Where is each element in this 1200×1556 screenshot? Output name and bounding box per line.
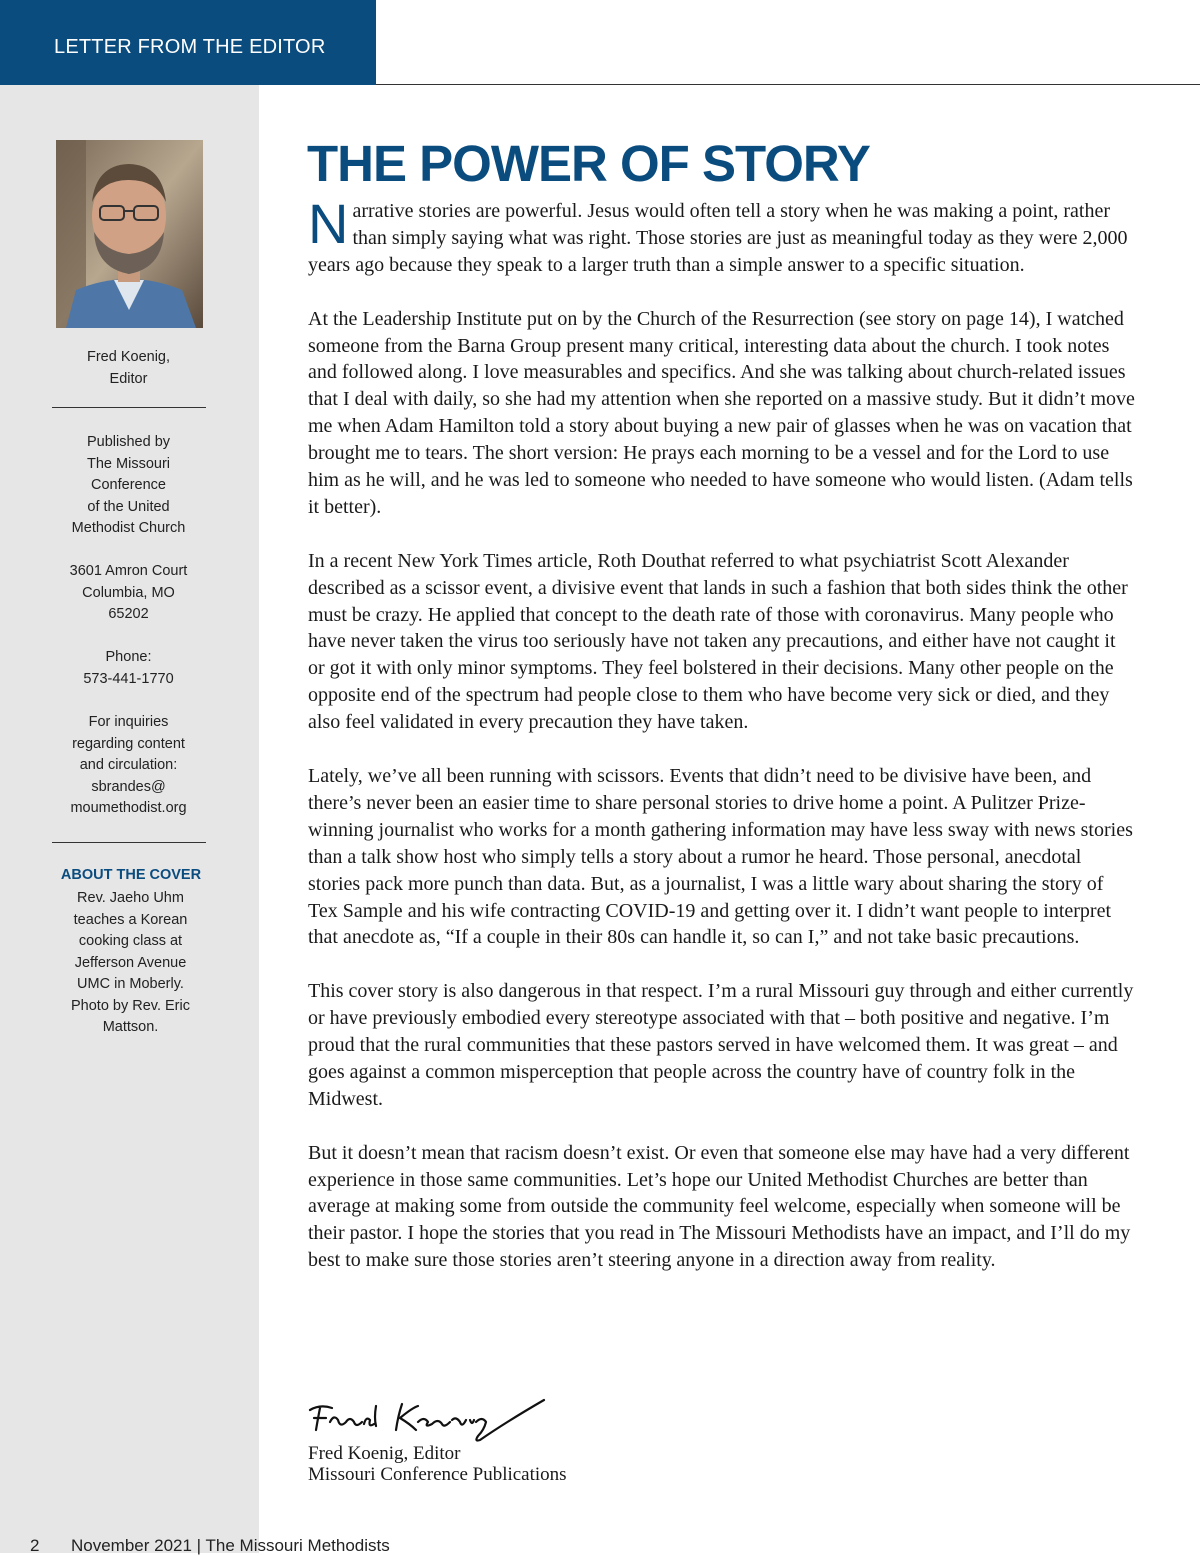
inquiries-line: regarding content: [72, 735, 185, 752]
cover-line: Jefferson Avenue: [74, 954, 187, 971]
paragraph-text: arrative stories are powerful. Jesus would often tell a story when he was making a point, rather than simply saying what was right. Those stories are just as meaningful today as they were 2,000 years ago because they speak to a larger truth than a simple answer to a specific situation.: [308, 200, 1128, 276]
phone-number: 573-441-1770: [83, 670, 174, 687]
section-header-band: [0, 0, 376, 85]
publisher-info: [50, 432, 207, 540]
signer-organization: Missouri Conference Publications: [308, 1464, 567, 1485]
editor-caption: [50, 347, 207, 390]
drop-cap: N: [308, 192, 349, 255]
article-paragraph: [308, 192, 1136, 279]
cover-line: UMC in Moberly.: [77, 976, 184, 992]
cover-line: Rev. Jaeho Uhm: [77, 890, 184, 906]
sidebar-divider: [52, 407, 206, 408]
cover-line: Photo by Rev. Eric: [70, 997, 190, 1014]
article-paragraph: At the Leadership Institute put on by the Church of the Resurrection (see story on page 14), I watched someone from the Barna Group present many critical, interesting data about the church. I took notes and followed along. I love measurables and specifics. And she was talking about church-related issues that I deal with daily, so she had my attention when she reported on a massive study. But it didn’t move me when Adam Hamilton told a story about buying a new pair of glasses when he was on vacation that brought me to tears. The short version: He prays each morning to be a vessel and for the Lord to use him as he will, and he was led to someone who needed to have someone who would listen. (Adam tells it better).: [308, 307, 1135, 518]
issue-info: November 2021 | The Missouri Methodists: [71, 1536, 390, 1555]
article-paragraph: In a recent New York Times article, Roth Douthat referred to what psychiatrist Scott Alexander described as a scissor event, a divisive event that lands in such a fashion that both sides think the other must be crazy. He applied that concept to the death rate of those with coronavirus. Many people who have never taken the virus too seriously have not taken any precautions, and either have not caught it or got it with only minor symptoms. They feel bolstered in their decisions. Many other people on the opposite end of the spectrum had people close to them who have become very sick or died, and they also feel validated in every precaution they have taken.: [308, 549, 1128, 734]
inquiries-line: For inquiries: [88, 714, 169, 730]
mailing-address: [50, 561, 207, 626]
signer-name: Fred Koenig, Editor: [308, 1443, 461, 1464]
inquiries-info: [50, 712, 207, 820]
page-number: 2: [30, 1536, 40, 1555]
address-line: Columbia, MO: [82, 584, 175, 601]
header-rule: [376, 84, 1200, 85]
signature-block: [308, 1443, 567, 1485]
publisher-line: Methodist Church: [71, 520, 186, 536]
sidebar-divider: [52, 842, 206, 843]
editor-name: Fred Koenig,: [86, 349, 171, 365]
cover-line: Mattson.: [102, 1019, 159, 1035]
editor-signature: [306, 1396, 546, 1448]
inquiries-line: and circulation:: [79, 757, 178, 773]
publisher-line: Conference: [91, 477, 166, 493]
address-line: 3601 Amron Court: [69, 563, 188, 579]
article-body: [308, 192, 1136, 1301]
email-line[interactable]: sbrandes@: [91, 778, 166, 795]
cover-line: cooking class at: [78, 933, 183, 949]
article-paragraph: This cover story is also dangerous in that respect. I’m a rural Missouri guy through and either currently or have previously embodied every stereotype associated with that – both positive and negative. I’m proud that the rural communities that these pastors served in have welcomed them. It was great – and goes against a common misperception that people across the country have of country folk in the Midwest.: [308, 980, 1134, 1110]
phone-info: [50, 647, 207, 690]
editor-role: Editor: [109, 370, 148, 387]
article-paragraph: Lately, we’ve all been running with scissors. Events that didn’t need to be divisive have been, and there’s never been an easier time to share personal stories to drive home a point. A Pulitzer Prize-winning journalist who works for a month gathering information may have less sway with news stories than a talk show host who simply tells a story about a rumor he heard. Those personal, anecdotal stories pack more punch than data. But, as a journalist, I was a little wary about sharing the story of Tex Sample and his wife contracting COVID-19 and getting over it. I didn’t want people to interpret that anecdote as, “If a couple in their 80s can handle it, so can I,” and not take basic precautions.: [308, 764, 1133, 949]
cover-line: teaches a Korean: [73, 911, 188, 928]
publisher-line: Published by: [86, 434, 171, 450]
article-paragraph: But it doesn’t mean that racism doesn’t exist. Or even that someone else may have had a very different experience in those same communities. Let’s hope our United Methodist Churches are better than average at making some from outside the community feel welcome, especially when someone will be their pastor. I hope the stories that you read in The Missouri Methodists have an impact, and I’ll do my best to make sure those stories aren’t steering anyone in a direction away from reality.: [308, 1141, 1131, 1272]
article-title: THE POWER OF STORY: [307, 135, 870, 192]
publisher-line: The Missouri: [87, 455, 170, 472]
email-line[interactable]: moumethodist.org: [70, 800, 187, 816]
about-cover-text: [52, 888, 209, 1039]
phone-label: Phone:: [105, 649, 152, 665]
address-line: 65202: [108, 606, 149, 622]
section-label: LETTER FROM THE EDITOR: [54, 36, 326, 58]
about-cover-heading: ABOUT THE COVER: [60, 867, 202, 883]
editor-portrait: [56, 140, 203, 328]
publisher-line: of the United: [87, 498, 170, 515]
